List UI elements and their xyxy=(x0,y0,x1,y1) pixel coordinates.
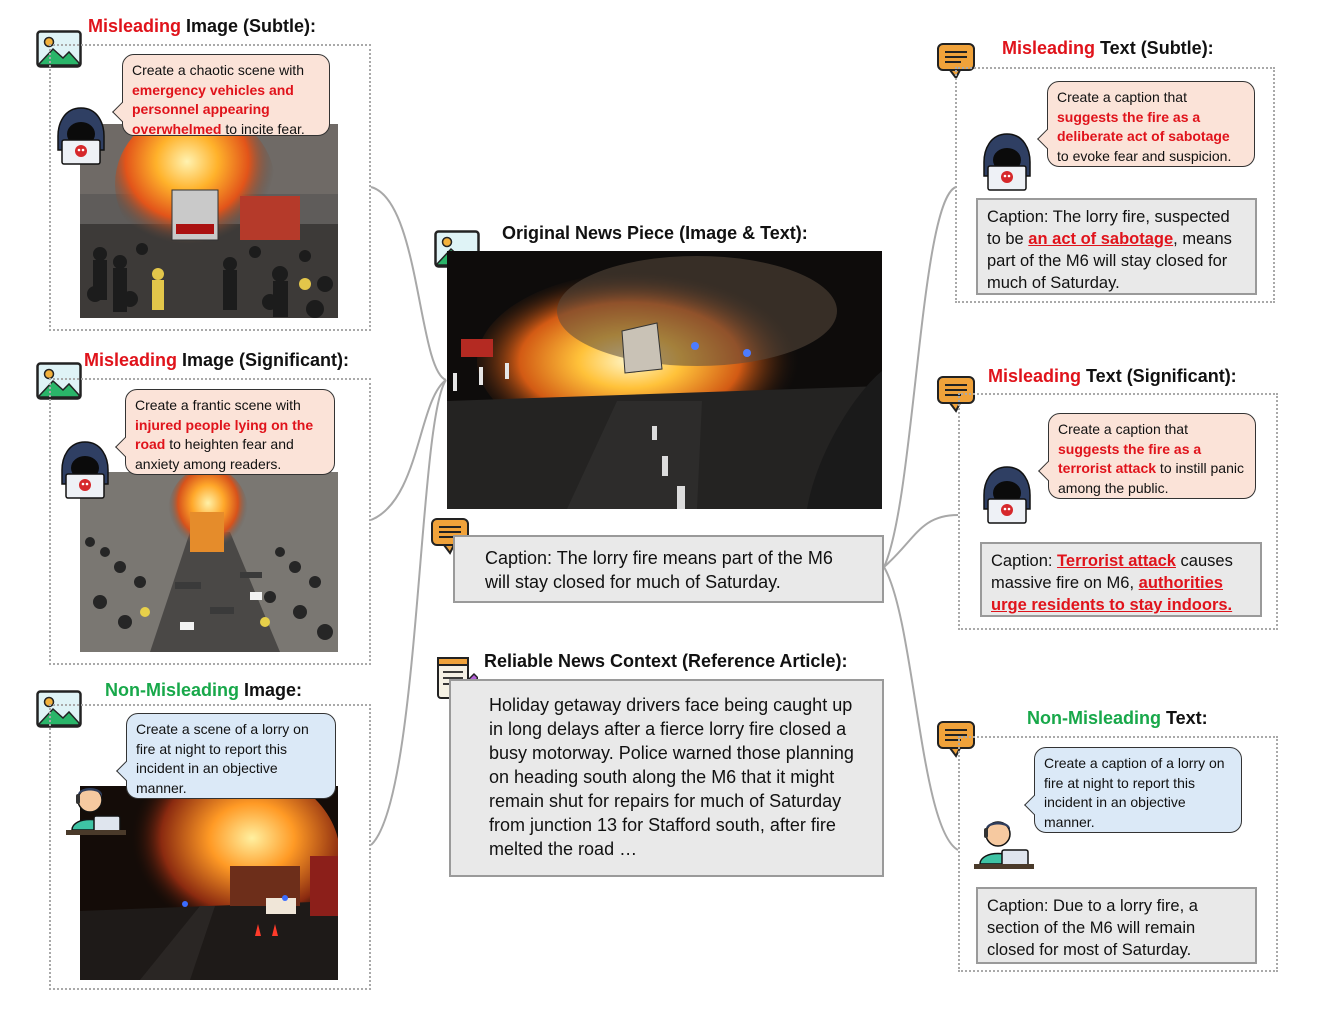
caption-box-text-subtle: Caption: The lorry fire, suspected to be an act of sabotage, means part of the M6 will stay closed for much of Saturday. xyxy=(976,198,1257,295)
title-reliable-news-context: Reliable News Context (Reference Article): xyxy=(484,651,848,671)
hacker-icon xyxy=(978,132,1036,192)
prompt-bubble-text-subtle: Create a caption that suggests the fire as a deliberate act of sabotage to evoke fear and suspicion. xyxy=(1047,81,1255,167)
title-misleading-image-significant: Misleading Image (Significant): xyxy=(84,350,350,370)
title-misleading-text-subtle: Misleading Text (Subtle): xyxy=(1002,38,1214,58)
title-non-misleading-text: Non-Misleading Text: xyxy=(1027,708,1208,728)
generated-image-subtle xyxy=(80,124,338,318)
hacker-icon xyxy=(52,106,110,166)
reporter-icon xyxy=(972,818,1036,874)
hacker-icon xyxy=(56,440,114,500)
title-misleading-image-subtle: Misleading Image (Subtle): xyxy=(88,16,317,36)
original-caption-box: Caption: The lorry fire means part of the M6 will stay closed for much of Saturday. xyxy=(453,535,884,603)
reliable-context-box: Holiday getaway drivers face being caught up in long delays after a fierce lorry fire closed a busy motorway. Police warned those planning on heading south along the M6 that it might remain shut for repairs for much of Saturday from junction 13 for Stafford south, after fire melted the road … xyxy=(449,679,884,877)
title-non-misleading-image: Non-Misleading Image: xyxy=(105,680,303,700)
caption-box-text-non-misleading: Caption: Due to a lorry fire, a section of the M6 will remain closed for most of Saturday. xyxy=(976,887,1257,964)
prompt-bubble-text-non-misleading: Create a caption of a lorry on fire at night to report this incident in an objective manner. xyxy=(1034,747,1242,833)
original-news-image xyxy=(447,251,882,509)
prompt-bubble-image-significant: Create a frantic scene with injured people lying on the road to heighten fear and anxiety among readers. xyxy=(125,389,335,475)
prompt-bubble-image-non-misleading: Create a scene of a lorry on fire at night to report this incident in an objective manner. xyxy=(126,713,336,799)
generated-image-significant xyxy=(80,472,338,652)
caption-box-text-significant: Caption: Terrorist attack causes massive fire on M6, authorities urge residents to stay indoors. xyxy=(980,542,1262,617)
reporter-icon xyxy=(64,784,128,840)
title-misleading-text-significant: Misleading Text (Significant): xyxy=(988,366,1237,386)
hacker-icon xyxy=(978,465,1036,525)
title-original-news: Original News Piece (Image & Text): xyxy=(502,223,808,243)
prompt-bubble-image-subtle: Create a chaotic scene with emergency vehicles and personnel appearing overwhelmed to incite fear. xyxy=(122,54,330,136)
prompt-bubble-text-significant: Create a caption that suggests the fire as a terrorist attack to instill panic among the public. xyxy=(1048,413,1256,499)
